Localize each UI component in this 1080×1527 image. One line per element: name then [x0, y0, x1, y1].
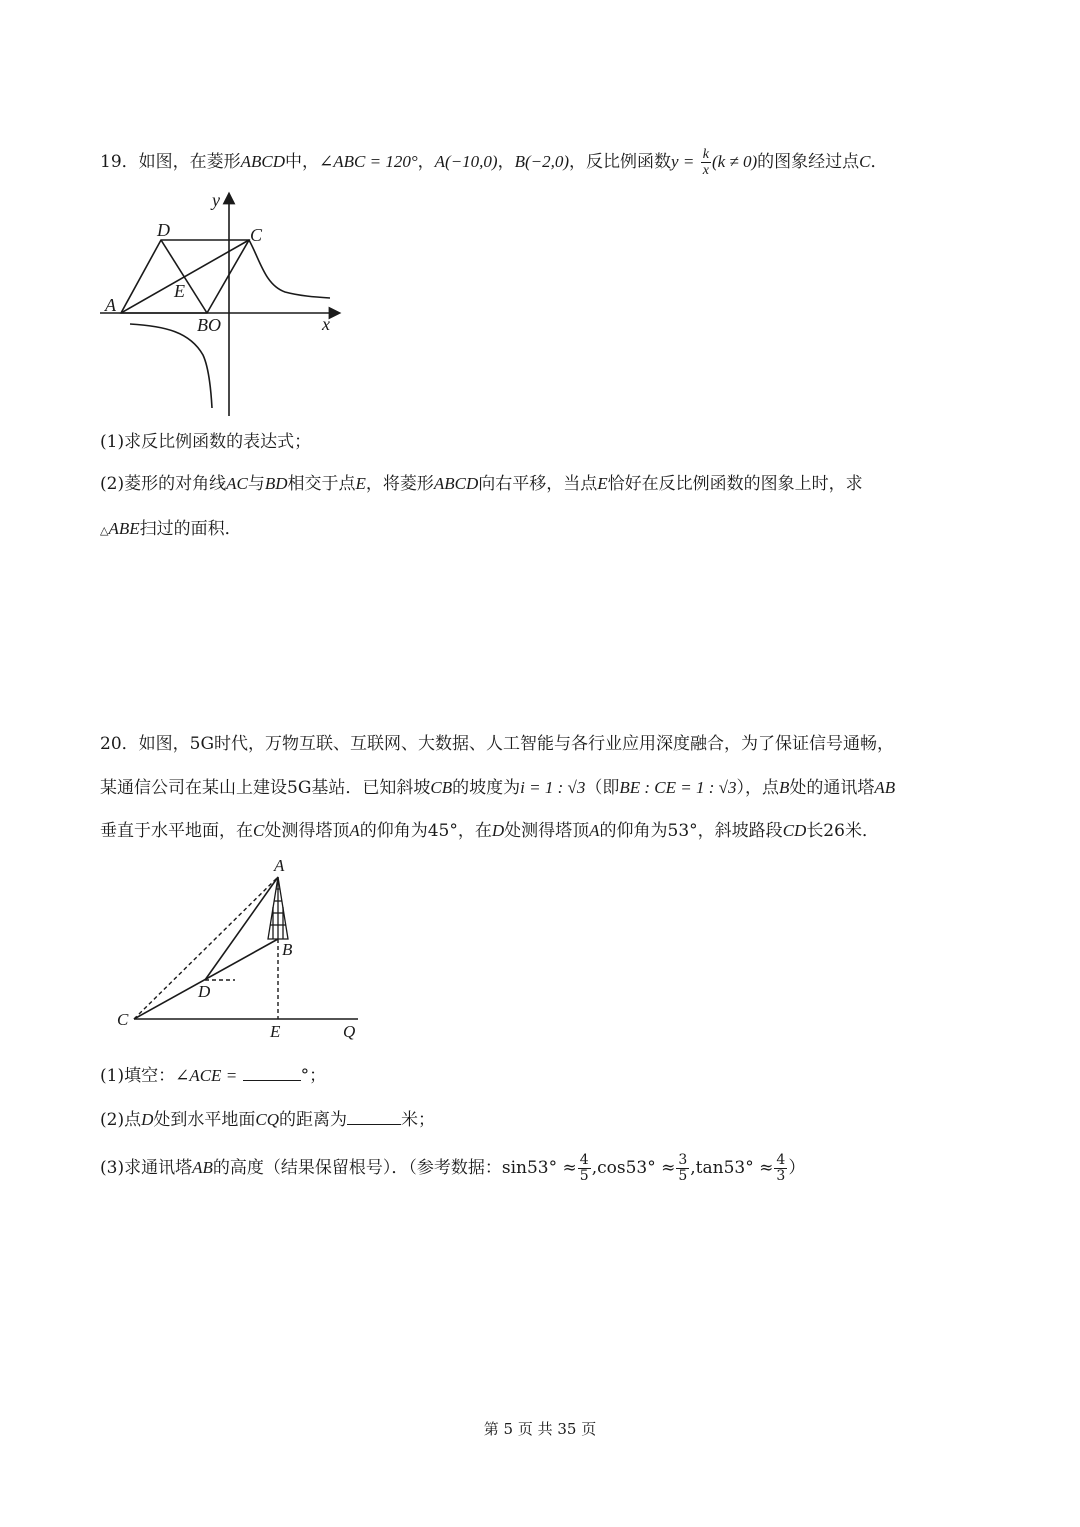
page-footer: 第 5 页 共 35 页	[483, 1420, 597, 1438]
label-c: C	[250, 225, 263, 245]
label-e: E	[174, 281, 185, 301]
label-e: E	[270, 1022, 281, 1041]
hyperbola-branch-2	[130, 324, 212, 408]
label-y: y	[212, 190, 220, 210]
cos-fraction: $\frac{3}{5}$	[678, 1152, 688, 1184]
answer-blank-angle[interactable]	[243, 1080, 301, 1081]
label-x: x	[322, 314, 330, 334]
label-bo: BO	[197, 315, 221, 335]
q19-figure	[95, 190, 345, 420]
diagonal-bd	[161, 240, 207, 313]
tan-fraction: $\frac{4}{3}$	[776, 1152, 786, 1184]
k-over-x-fraction: $\frac{k}{x}$	[702, 147, 709, 178]
q19-part2-line1: (2)菱形的对角线AC与BD相交于点E，将菱形ABCD向右平移，当点E恰好在反比例函数的图象上时，求	[100, 474, 863, 494]
label-d: D	[198, 982, 211, 1001]
q20-line2: 某通信公司在某山上建设5G基站．已知斜坡CB的坡度为i = 1 : √3（即BE : CE = 1 : √3），点B处的通讯塔AB	[100, 778, 896, 798]
sin-fraction: $\frac{4}{5}$	[579, 1152, 589, 1184]
q20-line1: 20．如图，5G时代，万物互联、互联网、大数据、人工智能与各行业应用深度融合，为了保证信号通畅，	[100, 734, 895, 754]
label-d: D	[157, 220, 170, 240]
hyperbola-branch-1	[249, 240, 330, 298]
line-da	[205, 877, 278, 980]
q19-part1: (1)求反比例函数的表达式；	[100, 432, 312, 452]
label-c: C	[117, 1010, 129, 1029]
q19-statement: 19．如图，在菱形ABCD中，∠ABC = 120°，A(−10,0)，B(−2,0)，反比例函数y = $\frac{k}{x}$ (k ≠ 0)的图象经过点C．	[100, 147, 888, 178]
q20-part3: (3)求通讯塔AB的高度（结果保留根号）．（参考数据：sin53° ≈ $\frac{4}{5}$ ,cos53° ≈ $\frac{3}{5}$ ,tan53° ≈ $\frac{4}{3}$ ）	[100, 1152, 806, 1184]
q20-figure	[110, 855, 370, 1045]
label-b: B	[282, 940, 293, 959]
q20-line3: 垂直于水平地面，在C处测得塔顶A的仰角为45°，在D处测得塔顶A的仰角为53°，斜坡路段CD长26米．	[100, 821, 879, 841]
q19-part2-line2: △ABE扫过的面积．	[100, 519, 242, 539]
label-a: A	[274, 856, 285, 875]
label-a: A	[105, 295, 116, 315]
answer-blank-distance[interactable]	[347, 1124, 401, 1125]
q20-part2: (2)点D处到水平地面CQ的距离为 米；	[100, 1110, 435, 1130]
q20-part1: (1)填空：∠ACE = °；	[100, 1066, 327, 1086]
label-q: Q	[343, 1022, 356, 1041]
